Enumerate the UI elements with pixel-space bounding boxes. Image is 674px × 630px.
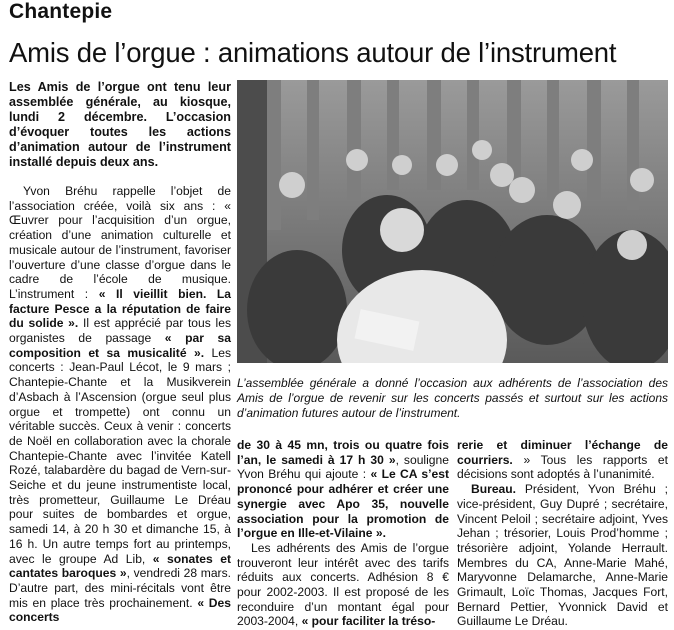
- quote-run: de 30 à 45 mn, trois ou quatre fois l’an, le samedi à 17 h 30 »: [237, 438, 449, 467]
- headline: Amis de l’orgue : animations autour de l’instrument: [9, 37, 617, 68]
- quote-run: « Il vieillit bien. La facture Pesce a la réputation de faire du solide ».: [9, 286, 231, 331]
- quote-run: « par sa composition et sa musicalité ».: [9, 331, 232, 360]
- body-paragraph-4: [457, 438, 668, 482]
- quote-run: rerie et diminuer l’échange de courriers.: [457, 438, 668, 467]
- text-run: Yvon Bréhu rappelle l’objet de l’association créée, voilà six ans : « Œuvrer pour l’acquisition d’un orgue, création d’une animation culturelle et musicale autour de l’instrument, favoriser l’ouverture d’une classe d’orgue dans le cadre de l’école de musique. L’instrument :: [9, 184, 231, 301]
- column-1: [9, 80, 231, 625]
- text-run: Président, Yvon Bréhu ; vice-président, Guy Dupré ; secrétaire, Vincent Peloil ; secrétaire adjoint, Yves Jehan ; trésorier, Louis Prod’homme ; trésorière adjoint, Yolande Herrault. Membres du CA, Anne-Marie Mahé, Maryvonne Delamarche, Anne-Marie Grimault, Loïc Thomas, Jacques Fort, Bernard Pettier, Yvonnick David et Guillaume Le Dréau.: [457, 482, 668, 629]
- chapo: Les Amis de l’orgue ont tenu leur assemblée générale, au kiosque, lundi 2 décembre. L’occasion d’évoquer toutes les actions d’animation autour de l’instrument installé depuis deux ans.: [9, 80, 231, 169]
- photo-illustration: [237, 80, 668, 363]
- quote-run: « Des concerts: [9, 595, 231, 625]
- quote-run: « Le CA s’est prononcé pour adhérer et créer une synergie avec Apo 35, nouvelle association pour la promotion de l’orgue en Ille-et-Vilaine ».: [237, 467, 449, 541]
- body-paragraph-3: [237, 541, 449, 629]
- photo-caption: L’assemblée générale a donné l’occasion aux adhérents de l’association des Amis de l’orgue de revenir sur les concerts passés et surtout sur les actions d’animation futures autour de l’instrument.: [237, 376, 668, 420]
- text-run: Les adhérents des Amis de l’orgue trouveront leur intérêt avec des tarifs réduits aux concerts. Adhésion 8 € pour 2002-2003. Il est proposé de les reconduire d’un montant égal pour 2003-2004,: [237, 540, 449, 629]
- quote-run: « pour faciliter la tréso-: [301, 614, 436, 629]
- text-run: Les concerts : Jean-Paul Lécot, le 9 mars ; Chantepie-Chante et la Musikverein d’Asbach à l’Ascension (orgue seul plus orgue et trompette) ont connu un véritable succès. Ceux à venir : concerts de Noël en collaboration avec la chorale Chantepie-Chante avec l’invitée Katell Rozé, talabardère du bagad de Vern-sur-Seiche et du jeune instrumentiste local, très prometteur, Guillaume Le Dréau pour suites de bombardes et orgue, samedi 14, à 20 h 30 et dimanche 15, à 16 h. Un autre temps fort au printemps, avec le groupe Ad Lib,: [9, 345, 231, 566]
- text-run: , vendredi 28 mars. D’autre part, des mini-récitals vont être mis en place très prochainement.: [9, 566, 231, 610]
- text-run: » Tous les rapports et décisions sont adoptés à l’unanimité.: [457, 452, 668, 482]
- text-run: , souligne Yvon Bréhu qui ajoute :: [237, 452, 449, 482]
- photo: [237, 80, 668, 363]
- text-run: Il est apprécié par tous les organistes de passage: [9, 316, 231, 346]
- bureau-paragraph: [457, 482, 668, 629]
- body-paragraph-1: [9, 184, 231, 625]
- column-3: [457, 438, 668, 629]
- column-2: [237, 438, 449, 629]
- body-paragraph-2: [237, 438, 449, 541]
- bureau-label: Bureau.: [471, 482, 517, 497]
- quote-run: « sonates et cantates baroques »: [9, 551, 232, 581]
- section-label: Chantepie: [9, 0, 113, 23]
